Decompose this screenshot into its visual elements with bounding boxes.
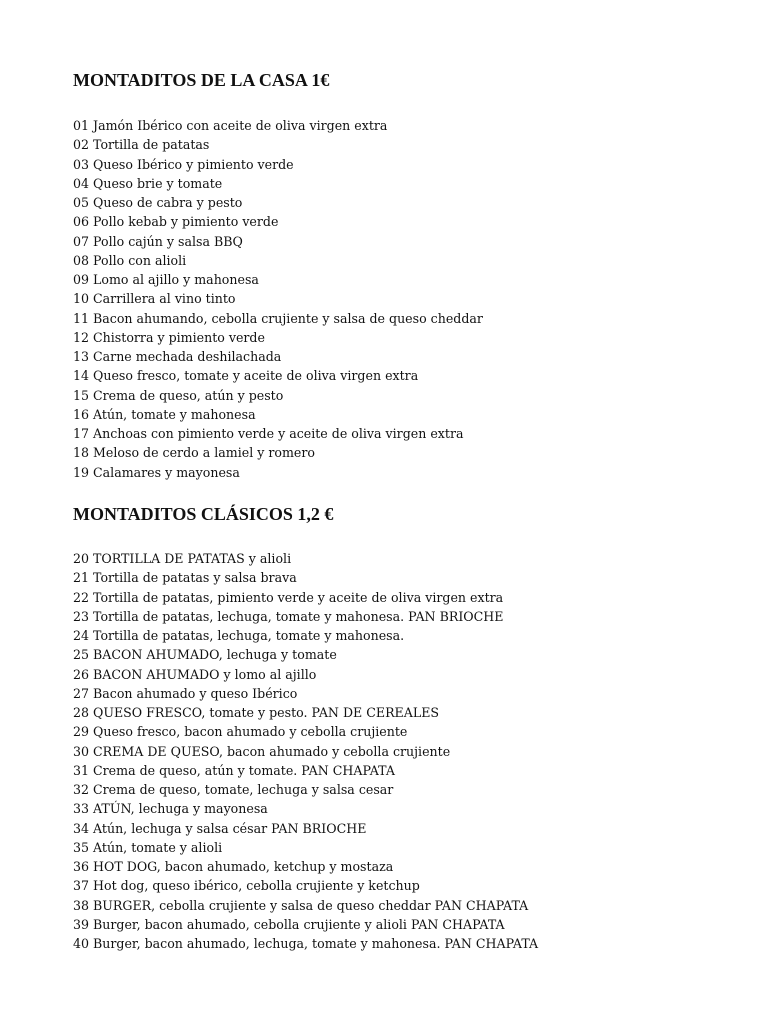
list-item: 40 Burger, bacon ahumado, lechuga, tomate y mahonesa. PAN CHAPATA: [73, 936, 539, 951]
list-item: 06 Pollo kebab y pimiento verde: [73, 214, 279, 230]
list-item: 28 QUESO FRESCO, tomate y pesto. PAN DE CEREALES: [73, 705, 440, 720]
list-item: 34 Atún, lechuga y salsa césar PAN BRIOCHE: [73, 820, 367, 836]
list-item: 24 Tortilla de patatas, lechuga, tomate y mahonesa.: [73, 628, 405, 643]
list-item: 18 Meloso de cerdo a lamiel y romero: [73, 445, 315, 461]
list-item: 05 Queso de cabra y pesto: [73, 195, 243, 210]
list-item: 26 BACON AHUMADO y lomo al ajillo: [73, 666, 317, 682]
list-item: 11 Bacon ahumando, cebolla crujiente y salsa de queso cheddar: [73, 310, 483, 326]
list-item: 14 Queso fresco, tomate y aceite de oliva virgen extra: [73, 368, 419, 384]
list-item: 32 Crema de queso, tomate, lechuga y salsa cesar: [73, 782, 394, 797]
list-item: 27 Bacon ahumado y queso Ibérico: [73, 685, 298, 701]
list-item: 22 Tortilla de patatas, pimiento verde y aceite de oliva virgen extra: [73, 589, 504, 605]
list-item: 03 Queso Ibérico y pimiento verde: [73, 156, 294, 172]
item-list-casa: [73, 116, 483, 482]
section-title-casa: MONTADITOS DE LA CASA 1€: [73, 70, 330, 90]
list-item: 13 Carne mechada deshilachada: [73, 349, 282, 364]
list-item: 09 Lomo al ajillo y mahonesa: [73, 272, 259, 287]
list-item: 16 Atún, tomate y mahonesa: [73, 406, 256, 422]
list-item: 31 Crema de queso, atún y tomate. PAN CHAPATA: [73, 762, 395, 778]
list-item: 01 Jamón Ibérico con aceite de oliva virgen extra: [73, 118, 388, 133]
list-item: 19 Calamares y mayonesa: [73, 464, 240, 480]
list-item: 36 HOT DOG, bacon ahumado, ketchup y mostaza: [73, 859, 394, 874]
list-item: 02 Tortilla de patatas: [73, 137, 210, 153]
list-item: 04 Queso brie y tomate: [73, 175, 223, 191]
list-item: 20 TORTILLA DE PATATAS y alioli: [73, 551, 292, 566]
list-item: 21 Tortilla de patatas y salsa brava: [73, 570, 297, 586]
list-item: 39 Burger, bacon ahumado, cebolla crujiente y alioli PAN CHAPATA: [73, 916, 505, 932]
list-item: 33 ATÚN, lechuga y mayonesa: [73, 801, 268, 817]
list-item: 17 Anchoas con pimiento verde y aceite de oliva virgen extra: [73, 426, 464, 441]
list-item: 15 Crema de queso, atún y pesto: [73, 387, 284, 403]
section-title-clasicos: MONTADITOS CLÁSICOS 1,2 €: [73, 504, 334, 524]
list-item: 30 CREMA DE QUESO, bacon ahumado y cebolla crujiente: [73, 743, 451, 759]
list-item: 08 Pollo con alioli: [73, 252, 187, 268]
list-item: 10 Carrillera al vino tinto: [73, 291, 236, 307]
list-item: 37 Hot dog, queso ibérico, cebolla crujiente y ketchup: [73, 878, 420, 894]
list-item: 12 Chistorra y pimiento verde: [73, 329, 265, 345]
list-item: 35 Atún, tomate y alioli: [73, 839, 223, 855]
list-item: 38 BURGER, cebolla crujiente y salsa de queso cheddar PAN CHAPATA: [73, 897, 529, 913]
item-list-clasicos: [73, 549, 538, 953]
list-item: 29 Queso fresco, bacon ahumado y cebolla crujiente: [73, 724, 408, 740]
list-item: 25 BACON AHUMADO, lechuga y tomate: [73, 647, 337, 663]
list-item: 07 Pollo cajún y salsa BBQ: [73, 233, 243, 249]
list-item: 23 Tortilla de patatas, lechuga, tomate y mahonesa. PAN BRIOCHE: [73, 608, 504, 624]
